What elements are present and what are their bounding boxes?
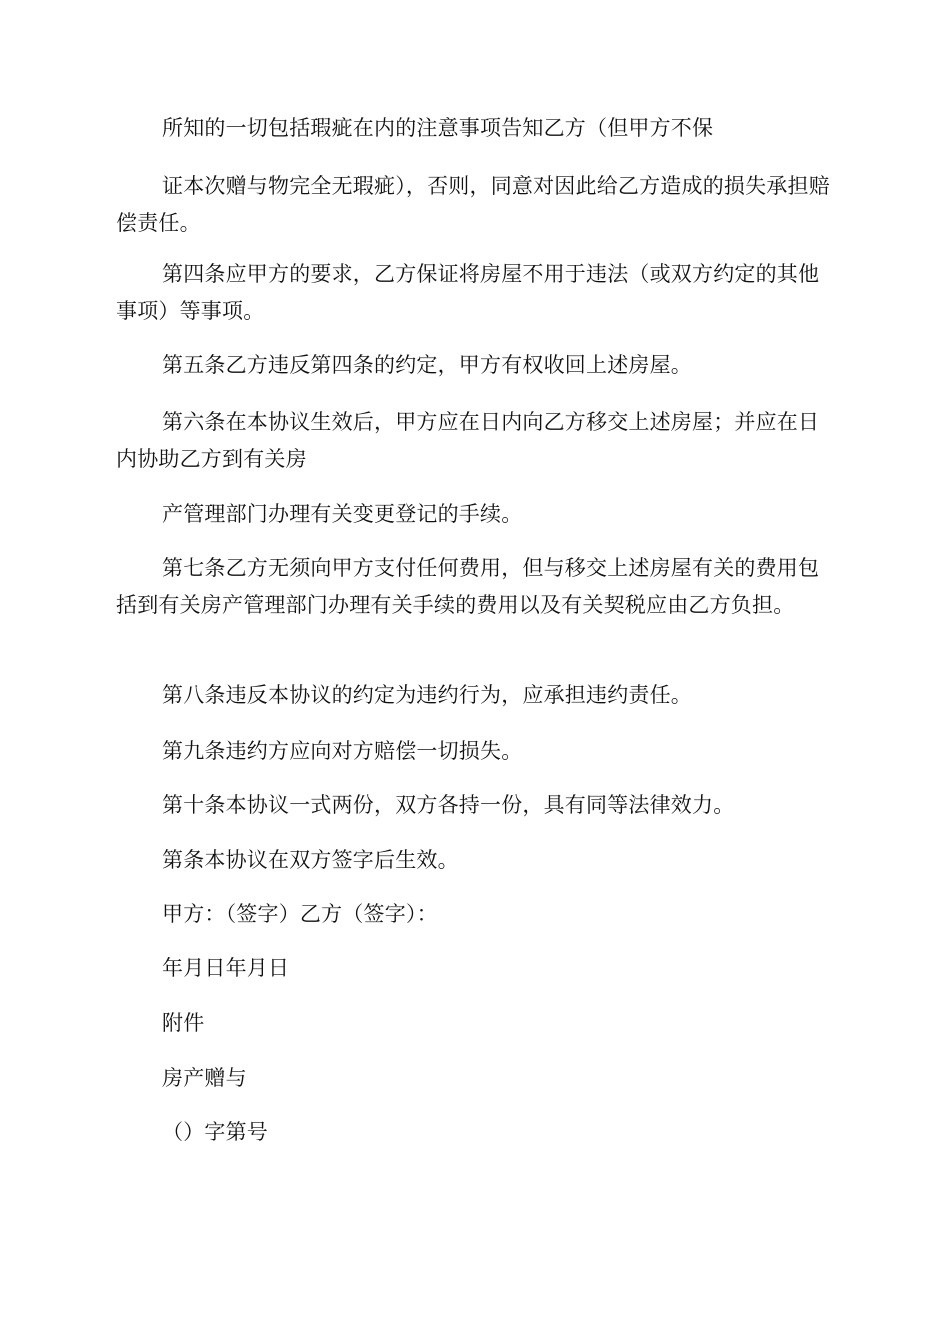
paragraph-1: 所知的一切包括瑕疵在内的注意事项告知乙方（但甲方不保 — [162, 116, 714, 140]
paragraph-6: 产管理部门办理有关变更登记的手续。 — [162, 502, 523, 526]
property-gift-label: 房产赠与 — [162, 1066, 247, 1090]
paragraph-2: 证本次赠与物完全无瑕疵），否则，同意对因此给乙方造成的损失承担赔偿责任。 — [116, 174, 830, 235]
paragraph-7: 第七条乙方无须向甲方支付任何费用，但与移交上述房屋有关的费用包括到有关房产管理部门办理有关手续的费用以及有关契税应由乙方负担。 — [116, 556, 820, 617]
paragraph-9: 第九条违约方应向对方赔偿一切损失。 — [162, 739, 523, 763]
document-number-line: （）字第号 — [162, 1120, 268, 1144]
attachment-title: 附件 — [162, 1011, 205, 1035]
paragraph-10: 第十条本协议一式两份，双方各持一份，具有同等法律效力。 — [162, 793, 735, 817]
paragraph-3: 第四条应甲方的要求，乙方保证将房屋不用于违法（或双方约定的其他事项）等事项。 — [116, 262, 820, 323]
signature-line: 甲方：（签字）乙方（签字）： — [162, 902, 438, 926]
paragraph-8: 第八条违反本协议的约定为违约行为，应承担违约责任。 — [162, 683, 692, 707]
paragraph-4: 第五条乙方违反第四条的约定，甲方有权收回上述房屋。 — [162, 353, 692, 377]
date-line: 年月日年月日 — [162, 956, 290, 980]
paragraph-5: 第六条在本协议生效后，甲方应在日内向乙方移交上述房屋；并应在日内协助乙方到有关房 — [116, 410, 820, 471]
paragraph-11: 第条本协议在双方签字后生效。 — [162, 848, 459, 872]
